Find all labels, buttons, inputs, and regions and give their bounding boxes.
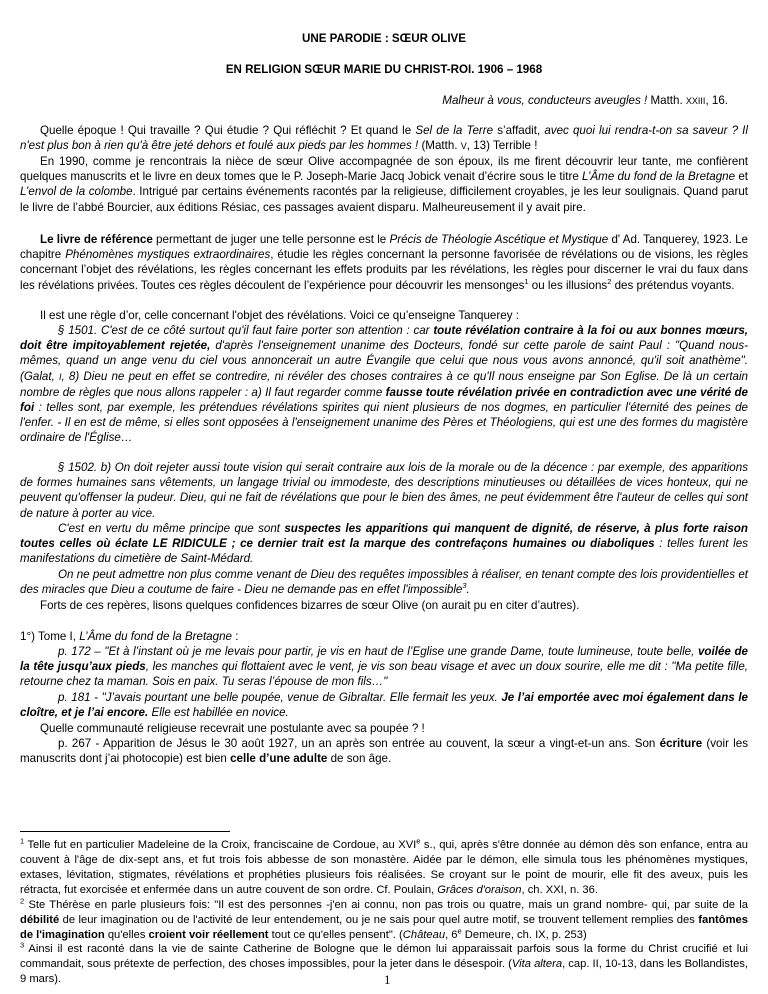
footnote-2: $^2$ Ste Thérèse en parle plusieurs fois: "Il est des personnes -j'en ai connu, non pas trois ou quatre, mais un grand nombre- qui, par suite de la débilité de leur imagination ou de l'activité de leur entendement, ou je ne sais pour quel autre motif, se trouvent tellement remplies des fantômes de l'imagination qu'elles croient voir réellement tout ce qu'elles pensent". (Château, 6e Demeure, ch. IX, p. 253) [20, 896, 748, 941]
page-number: 1 [384, 972, 391, 987]
footnote-separator [20, 831, 230, 832]
footnote-ref-3[interactable]: 3 [462, 581, 467, 591]
epigraph: Malheur à vous, conducteurs aveugles ! Matth. XXIII, 16. [442, 94, 728, 107]
footnote-ref-2[interactable]: 2 [607, 276, 612, 286]
quote-p181: p. 181 - "J’avais pourtant une belle poupée, venue de Gibraltar. Elle fermait les yeux. Je l’ai emportée avec moi également dans le cloître, et je l’ai encore. Elle est habillée en novice. [20, 691, 748, 720]
footnote-ref-1[interactable]: 1 [524, 276, 529, 286]
footnote-3: $^3$ Ainsi il est raconté dans la vie de sainte Catherine de Bologne que le démon lui apparaissait parfois sous la forme du Christ crucifié et lui commandait, sous prétexte de perfection, des choses impossibles, pour la jeter dans le désespoir. (Vita altera, cap. II, 10-13, dans les Bollandistes, 9 mars). [20, 940, 749, 985]
paragraph-doll-question: Quelle communauté religieuse recevrait une postulante avec sa poupée ? ! [40, 722, 425, 735]
quote-1502: § 1502. b) On doit rejeter aussi toute vision qui serait contraire aux lois de la morale ou de la décence : par exemple, des apparitions de formes humaines sans vêtements, un langage trivial ou immodeste, des descriptions minutieuses ou détaillées de vices honteux, qui ne peuvent qu'offenser la pudeur. Dieu, qui ne fait de révélations que pour le bien des âmes, ne peut évidemment être l'auteur de celles qui sont de nature à porter au vice. [20, 461, 748, 520]
section-tome-1: 1°) Tome I, L’Âme du fond de la Bretagne : [20, 630, 239, 643]
document-subtitle: EN RELIGION SŒUR MARIE DU CHRIST-ROI. 1906 – 1968 [225, 63, 543, 76]
paragraph-intro: Quelle époque ! Qui travaille ? Qui étudie ? Qui réfléchit ? Et quand le Sel de la Terre s’affadit, avec quoi lui rendra-t-on sa saveur ? Il n'est plus bon à rien qu'à être jeté dehors et foulé aux pieds par les hommes ! (Matth. V, 13) Terrible ! [20, 124, 748, 153]
quote-ridicule: C'est en vertu du même principe que sont suspectes les apparitions qui manquent de dignité, de réserve, à plus forte raison toutes celles où éclate LE RIDICULE ; ce dernier trait est la marque des contrefaçons humaines ou diaboliques : telles furent les manifestations du cimetière de Saint-Médard. [20, 522, 749, 566]
quote-1501: § 1501. C'est de ce côté surtout qu'il faut faire porter son attention : car toute révélation contraire à la foi ou aux bonnes mœurs, doit être impitoyablement rejetée, d'après l'enseignement unanime des Docteurs, fondé sur cette parole de saint Paul : "Quand nous-mêmes, quand un ange venu du ciel vous annoncerait un autre Évangile que celui que nous vous avons annoncé, qu'il soit anathème". (Galat, I, 8) Dieu ne peut en effet se contredire, ni révéler des choses contraires à ce qu'Il nous enseigne par Son Eglise. De là un certain nombre de règles que nous allons rappeler : a) Il faut regarder comme fausse toute révélation privée en contradiction avec une vérité de foi : telles sont, par exemple, les prétendues révélations spirites qui nient plusieurs de nos dogmes, en particulier l'éternité des peines de l'enfer. - Il en est de même, si elles sont opposées à l'enseignement unanime des Pères et Théologiens, qui est une des formes du magistère ordinaire de l'Église… [20, 324, 749, 445]
paragraph-landmarks: Forts de ces repères, lisons quelques confidences bizarres de sœur Olive (on aurait pu en citer d’autres). [40, 599, 580, 612]
paragraph-reference-book: Le livre de référence permettant de juger une telle personne est le Précis de Théologie Ascétique et Mystique d' Ad. Tanquerey, 1923. Le chapitre Phénomènes mystiques extraordinaires, étudie les règles concernant la personne favorisée de révélations ou de visions, les règles concernant l’objet des révélations, les règles concernant les effets produits par les révélations, les règles pour discerner le vrai du faux dans les révélations privées. Toutes ces règles découlent de l’expérience pour découvrir les mensonges$^1$ ou les illusions$^2$ des prétendus voyants. [20, 233, 749, 292]
quote-impossible: On ne peut admettre non plus comme venant de Dieu des requêtes impossibles à réaliser, en tenant compte des lois providentielles et des miracles que Dieu a coutume de faire - Dieu ne demande pas en effet l'impossible$^3$. [20, 568, 748, 597]
paragraph-1990: En 1990, comme je rencontrais la nièce de sœur Olive accompagnée de son époux, ils me firent découvrir leur tante, me confièrent quelques manuscrits et le livre en deux tomes que le P. Joseph-Marie Jacq Jobick venait d’écrire sous le titre L’Âme du fond de la Bretagne et L’envol de la colombe. Intrigué par certains événements racontés par la religieuse, difficilement croyables, je les leur soulignais. Quand parut le livre de l’abbé Bourcier, aux éditions Résiac, ces passages avaient disparu. Malheureusement il y avait pire. [20, 155, 749, 214]
paragraph-p267: p. 267 - Apparition de Jésus le 30 août 1927, un an après son entrée au couvent, la sœur a vingt-et-un ans. Son écriture (voir les manuscrits dont j’ai photocopie) est bien celle d’une adulte de son âge. [20, 737, 749, 766]
footnote-1: $^1$ Telle fut en particulier Madeleine de la Croix, franciscaine de Cordoue, au XVIe s., qui, après s'être donnée au démon dès son enfance, entra au couvent à l'âge de dix-sept ans, et fut trois fois abbesse de son monastère. Aidée par le démon, elle simula tous les phénomènes mystiques, extases, lévitation, stigmates, révélations et prophéties plusieurs fois réalisées. Se croyant sur le point de mourir, elle fit des aveux, puis les rétracta, fut exorcisée et enfermée dans un autre couvent de son ordre. Cf. Poulain, Grâces d'oraison, ch. XXI, n. 36. [20, 836, 748, 896]
document-title: UNE PARODIE : SŒUR OLIVE [301, 32, 467, 45]
quote-p172: p. 172 – "Et à l’instant où je me levais pour partir, je vis en haut de l’Eglise une grande Dame, toute lumineuse, toute belle, voilée de la tête jusqu’aux pieds, les manches qui flottaient avec le vent, je vis son beau visage et avec un doux sourire, elle me dit : "Ma petite fille, retourne chez ta maman. Sois en paix. Tu seras l’épouse de mon fils…" [20, 645, 749, 689]
paragraph-golden-rule: Il est une règle d’or, celle concernant l'objet des révélations. Voici ce qu’enseigne Tanquerey : [40, 309, 519, 322]
